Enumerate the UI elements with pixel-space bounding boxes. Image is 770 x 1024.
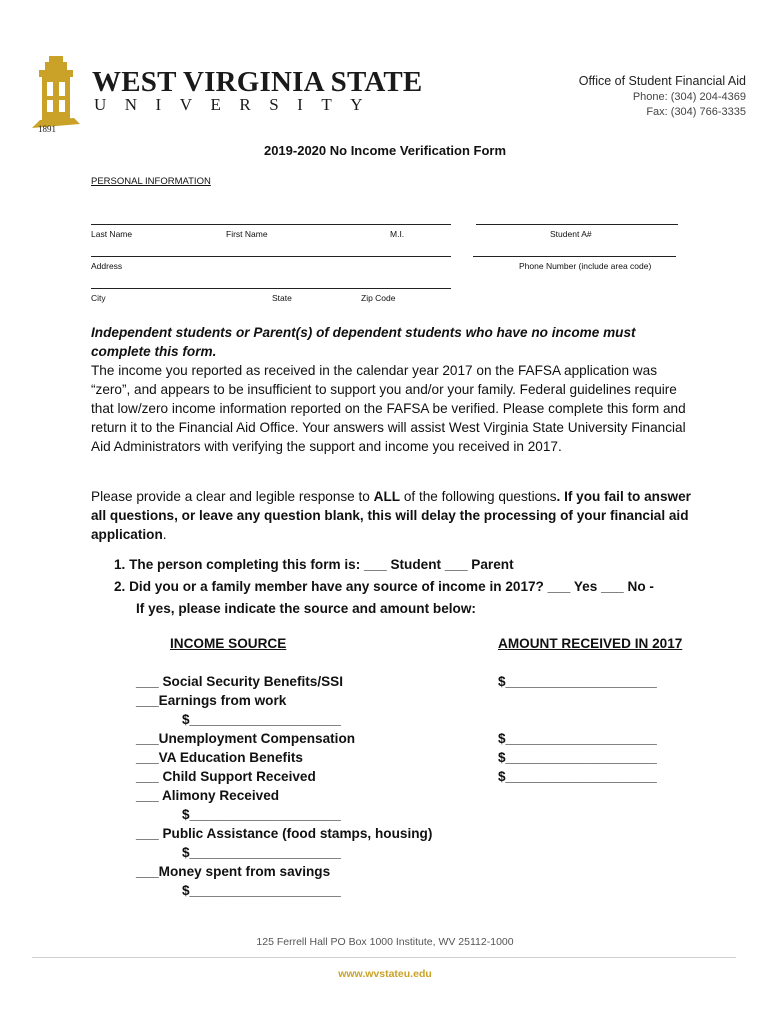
university-subtitle: UNIVERSITY bbox=[94, 95, 381, 114]
office-title: Office of Student Financial Aid bbox=[578, 74, 746, 88]
income-item-savings[interactable]: ___Money spent from savings bbox=[136, 864, 331, 879]
mi-label: M.I. bbox=[390, 229, 405, 239]
address-label: Address bbox=[91, 261, 123, 271]
first-name-label: First Name bbox=[226, 229, 268, 239]
address-field-line[interactable] bbox=[91, 256, 451, 257]
earnings-amount[interactable]: $____________________ bbox=[182, 712, 341, 727]
question-1[interactable]: 1. The person completing this form is: ___ Student ___ Parent bbox=[114, 557, 514, 572]
va-amount[interactable]: $____________________ bbox=[498, 750, 657, 765]
income-item-earnings[interactable]: ___Earnings from work bbox=[136, 693, 287, 708]
phone-label: Phone Number (include area code) bbox=[519, 261, 652, 271]
founded-year: 1891 bbox=[38, 124, 56, 134]
income-item-unemployment[interactable]: ___Unemployment Compensation bbox=[136, 731, 356, 746]
office-contact bbox=[579, 74, 746, 118]
student-id-field-line[interactable] bbox=[476, 224, 678, 225]
form-title: 2019-2020 No Income Verification Form bbox=[263, 143, 507, 158]
income-item-public-assistance[interactable]: ___ Public Assistance (food stamps, housing) bbox=[136, 826, 433, 841]
amount-header: AMOUNT RECEIVED IN 2017 bbox=[498, 636, 683, 651]
name-field-line[interactable] bbox=[91, 224, 451, 225]
instructions-all: ALL bbox=[373, 489, 401, 504]
instructions-paragraph bbox=[91, 487, 691, 544]
footer-divider bbox=[32, 957, 736, 958]
zip-label: Zip Code bbox=[361, 293, 396, 303]
university-tower-logo bbox=[30, 56, 82, 130]
student-id-label: Student A# bbox=[550, 229, 592, 239]
last-name-label: Last Name bbox=[91, 229, 133, 239]
income-item-alimony[interactable]: ___ Alimony Received bbox=[136, 788, 280, 803]
intro-paragraph bbox=[91, 323, 691, 456]
income-item-ssi[interactable]: ___ Social Security Benefits/SSI bbox=[136, 674, 344, 689]
instructions-end: . bbox=[162, 527, 167, 542]
intro-text: The income you reported as received in the calendar year 2017 on the FAFSA application was “zero”, and appears to be insufficient to support you and/or your family. Federal guidelines require that low/zero income information reported on the FAFSA be verified. Please complete this form and return it to the Financial Aid Office. Your answers will assist West Virginia State University Financial Aid Administrators with verifying the support and income you received in 2017. bbox=[91, 363, 686, 454]
footer-website[interactable]: www.wvstateu.edu bbox=[338, 968, 432, 980]
intro-heading: Independent students or Parent(s) of dependent students who have no income must complete this form. bbox=[91, 325, 636, 359]
question-2[interactable]: 2. Did you or a family member have any source of income in 2017? ___ Yes ___ No - bbox=[114, 579, 654, 594]
income-source-header: INCOME SOURCE bbox=[170, 636, 287, 651]
unemployment-amount[interactable]: $____________________ bbox=[498, 731, 657, 746]
instructions-text-a: Please provide a clear and legible response to bbox=[91, 489, 374, 504]
footer-address: 125 Ferrell Hall PO Box 1000 Institute, WV 25112-1000 bbox=[256, 936, 514, 948]
office-phone: Phone: (304) 204-4369 bbox=[632, 91, 746, 103]
city-label: City bbox=[91, 293, 106, 303]
public-assistance-amount[interactable]: $____________________ bbox=[182, 845, 341, 860]
phone-field-line[interactable] bbox=[473, 256, 676, 257]
university-name: WEST VIRGINIA STATE bbox=[92, 66, 423, 98]
section-label: PERSONAL INFORMATION bbox=[91, 176, 211, 187]
income-item-child-support[interactable]: ___ Child Support Received bbox=[136, 769, 316, 784]
savings-amount[interactable]: $____________________ bbox=[182, 883, 341, 898]
question-2-followup: If yes, please indicate the source and amount below: bbox=[136, 601, 476, 616]
child-support-amount[interactable]: $____________________ bbox=[498, 769, 657, 784]
income-item-va[interactable]: ___VA Education Benefits bbox=[136, 750, 303, 765]
instructions-text-b: of the following questions bbox=[400, 489, 557, 504]
alimony-amount[interactable]: $____________________ bbox=[182, 807, 341, 822]
city-field-line[interactable] bbox=[91, 288, 451, 289]
ssi-amount[interactable]: $____________________ bbox=[498, 674, 657, 689]
instructions-warning: . If you fail to answer all questions, or leave any question blank, this will delay the processing of your financial aid application bbox=[91, 489, 691, 542]
office-fax: Fax: (304) 766-3335 bbox=[646, 106, 746, 118]
state-label: State bbox=[272, 293, 292, 303]
